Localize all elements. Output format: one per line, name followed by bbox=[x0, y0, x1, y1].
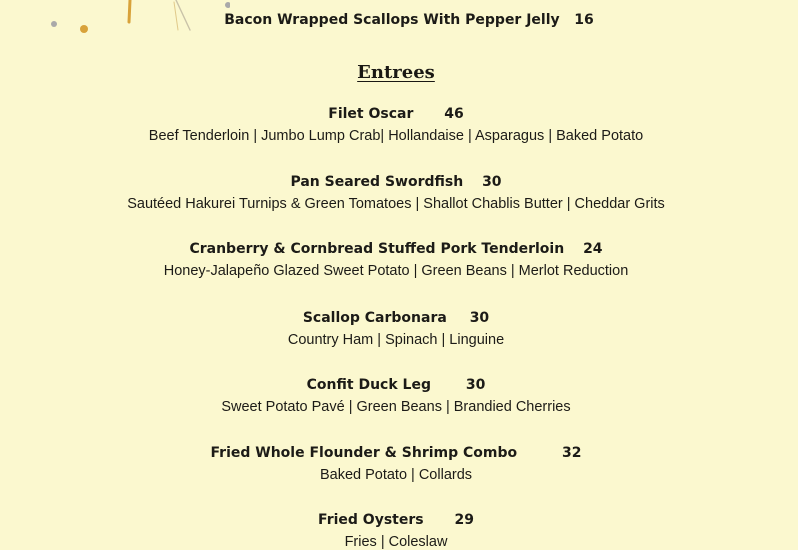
menu-item-header bbox=[0, 240, 792, 258]
menu-item-price: 30 bbox=[469, 310, 490, 326]
menu-item-price: 30 bbox=[482, 174, 502, 190]
menu-item-header bbox=[0, 511, 792, 529]
menu-item-description: Sautéed Hakurei Turnips & Green Tomatoes | Shallot Chablis Butter | Cheddar Grits bbox=[127, 196, 665, 212]
menu-item-name: Cranberry & Cornbread Stuffed Pork Tenderloin bbox=[189, 241, 565, 257]
menu-item-name: Fried Oysters bbox=[318, 512, 424, 528]
menu-item bbox=[0, 105, 792, 145]
menu-item-header bbox=[0, 444, 792, 462]
menu-item bbox=[0, 309, 792, 349]
menu-item-name: Scallop Carbonara bbox=[302, 310, 447, 326]
menu-item-price: 30 bbox=[465, 377, 486, 393]
menu-item bbox=[0, 511, 792, 550]
menu-item-description: Beef Tenderloin | Jumbo Lump Crab| Hollandaise | Asparagus | Baked Potato bbox=[148, 128, 644, 144]
menu-item-header bbox=[0, 309, 792, 327]
menu-item-price: 32 bbox=[562, 445, 582, 461]
menu-item-price: 24 bbox=[583, 241, 603, 257]
appetizer-price: 16 bbox=[574, 12, 594, 28]
menu-item bbox=[0, 240, 792, 280]
menu-item-description: Honey-Jalapeño Glazed Sweet Potato | Green Beans | Merlot Reduction bbox=[163, 263, 629, 279]
menu-item-header bbox=[0, 173, 792, 191]
menu-item-name: Confit Duck Leg bbox=[306, 377, 431, 393]
section-title-entrees: Entrees bbox=[357, 62, 435, 83]
menu-item-name: Fried Whole Flounder & Shrimp Combo bbox=[210, 445, 518, 461]
menu-item-description: Baked Potato | Collards bbox=[319, 467, 473, 483]
menu-item-price: 46 bbox=[444, 106, 464, 122]
menu-item-description: Country Ham | Spinach | Linguine bbox=[287, 332, 505, 348]
appetizer-name: Bacon Wrapped Scallops With Pepper Jelly bbox=[224, 12, 560, 28]
menu-item-header bbox=[0, 105, 792, 123]
menu-item bbox=[0, 376, 792, 416]
appetizer-item bbox=[0, 12, 798, 28]
menu-item-description: Sweet Potato Pavé | Green Beans | Brandied Cherries bbox=[221, 399, 571, 415]
menu-item-price: 29 bbox=[454, 512, 474, 528]
menu-item-name: Filet Oscar bbox=[328, 106, 414, 122]
menu-item-description: Fries | Coleslaw bbox=[344, 534, 448, 550]
menu-item-header bbox=[0, 376, 792, 394]
menu-item bbox=[0, 173, 792, 213]
menu-item-name: Pan Seared Swordfish bbox=[290, 174, 464, 190]
menu-item bbox=[0, 444, 792, 484]
